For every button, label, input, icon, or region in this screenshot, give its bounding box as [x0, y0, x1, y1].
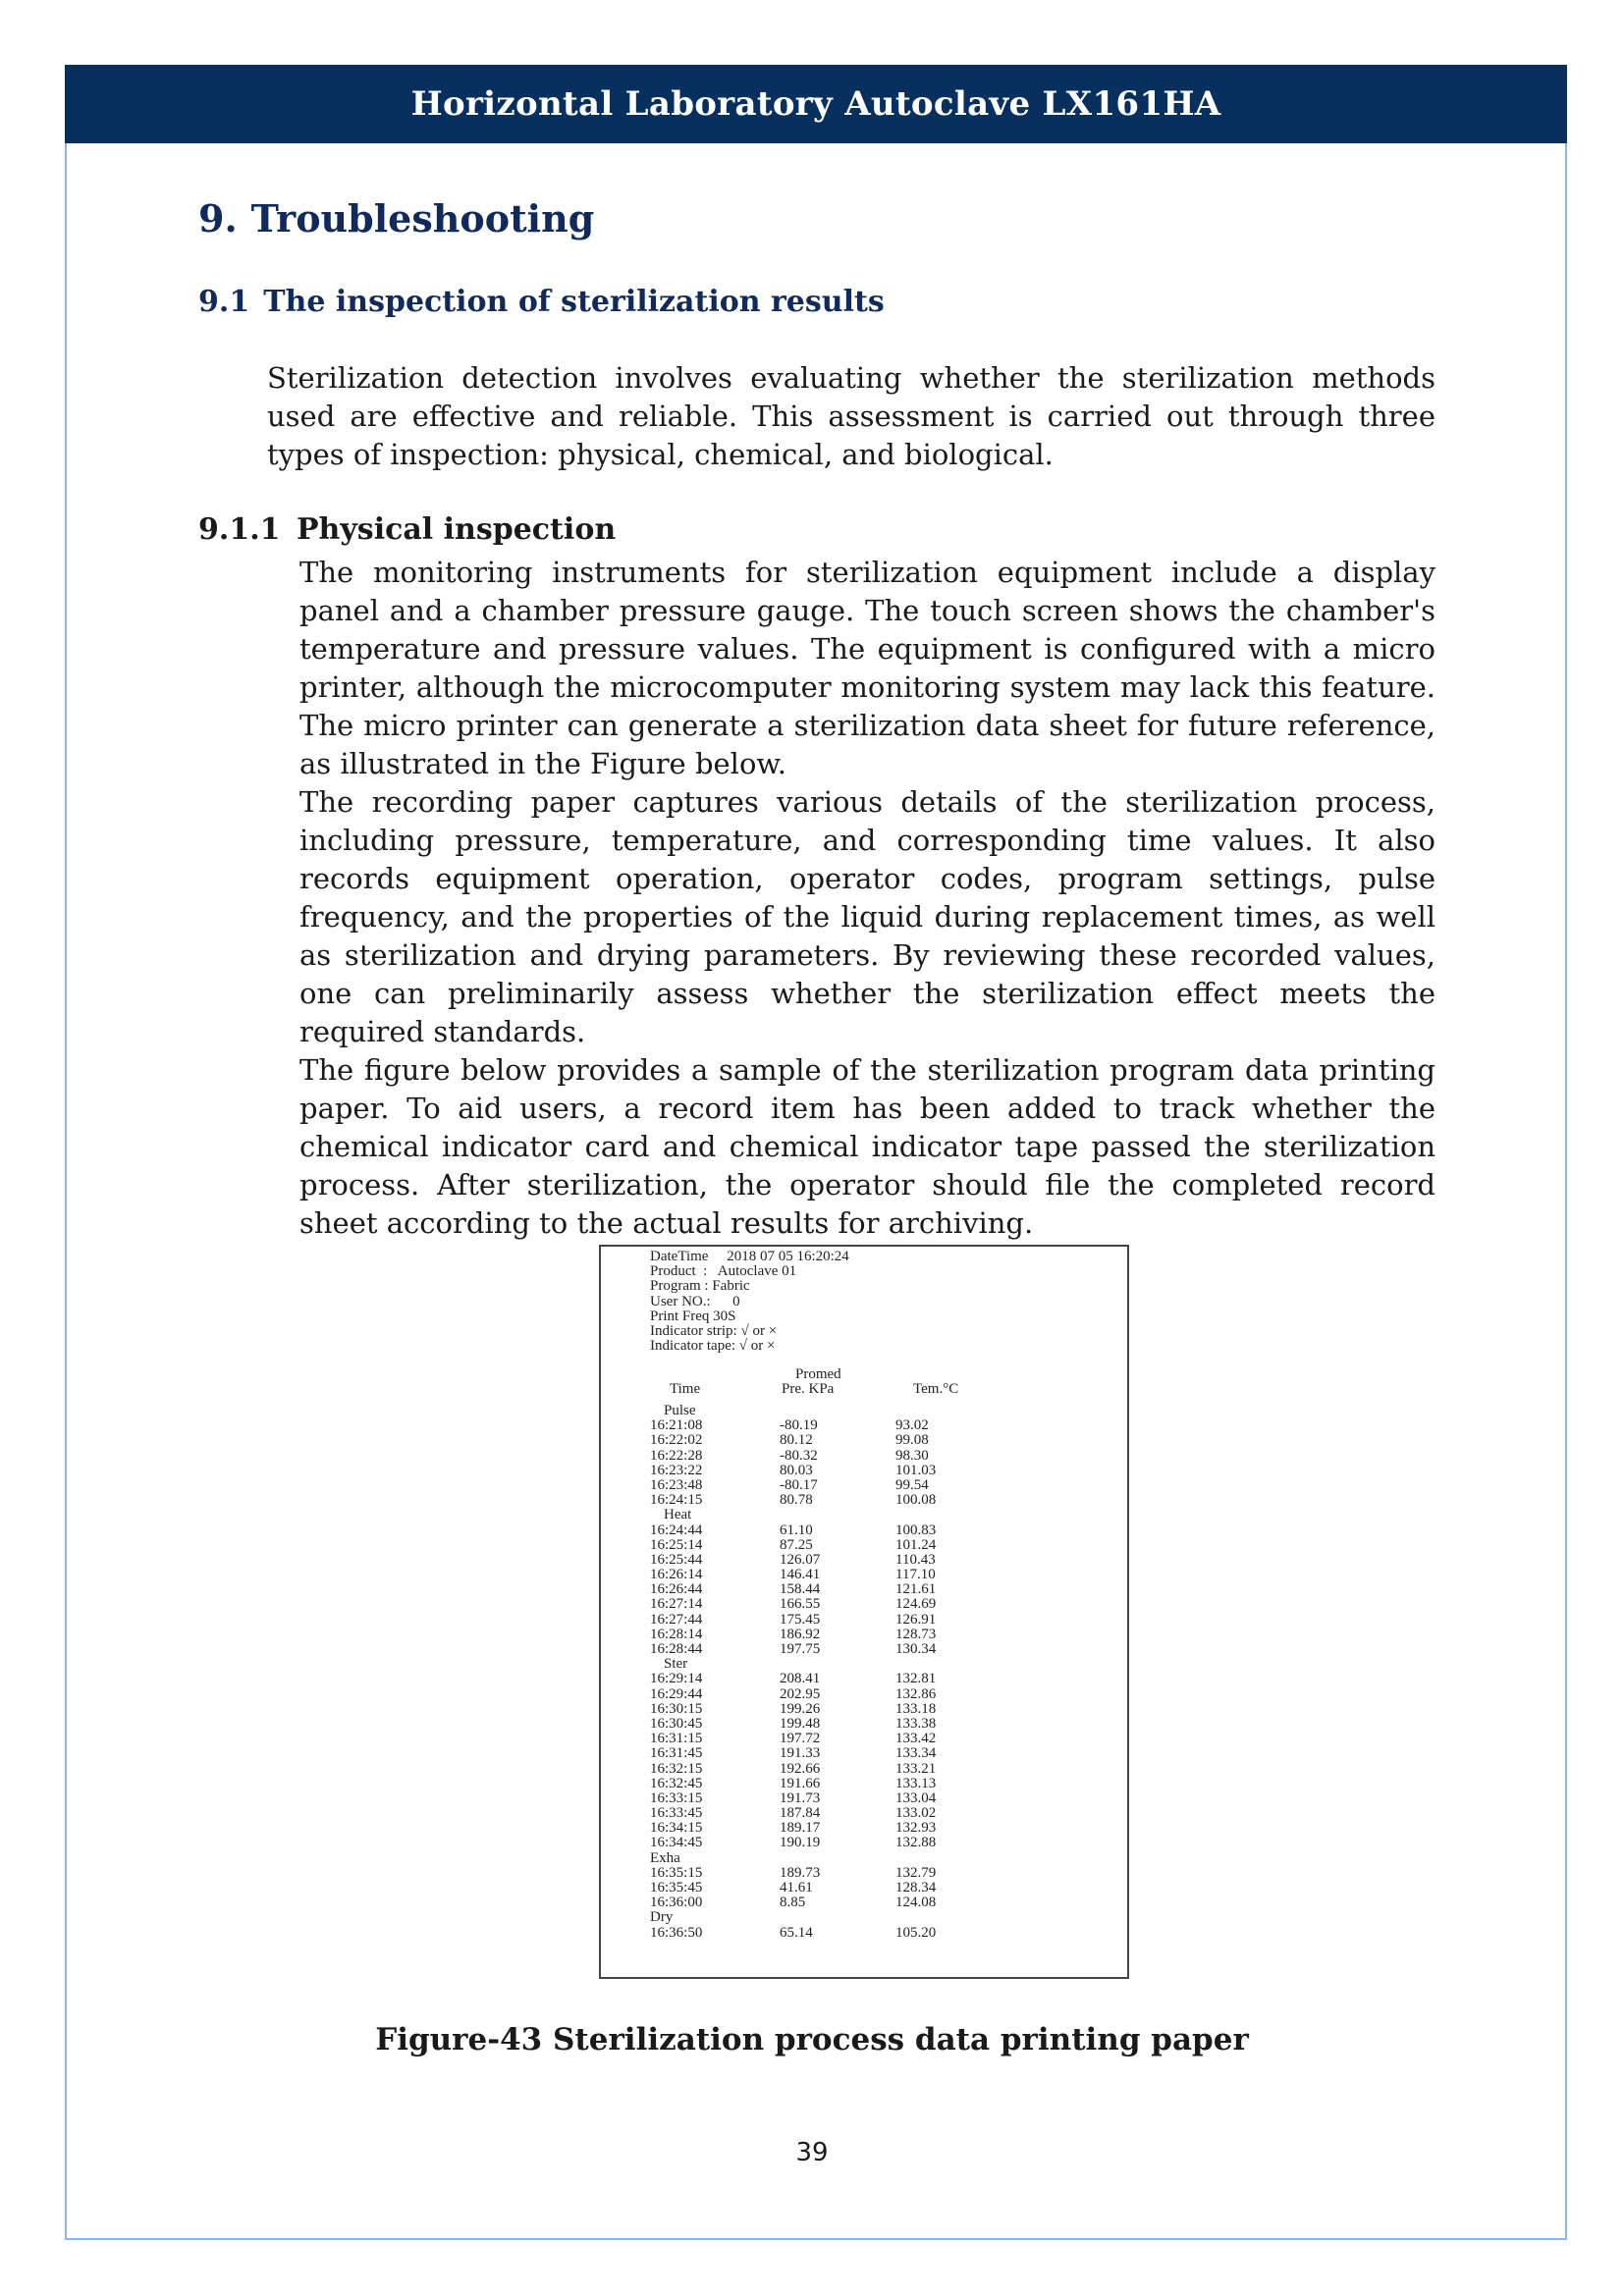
- printout-pressure-cell: 189.17: [780, 1820, 821, 1837]
- document-header: [65, 65, 1567, 143]
- printout-row: [650, 1478, 1082, 1493]
- printout-time-cell: 16:23:48: [650, 1476, 703, 1493]
- printout-row: [650, 1672, 1082, 1686]
- section-heading: [198, 196, 594, 240]
- printout-time-cell: 16:25:14: [650, 1536, 703, 1553]
- printout-pressure-cell: 192.66: [780, 1760, 821, 1777]
- printout-row: [650, 1702, 1082, 1717]
- printout-pressure-cell: 191.33: [780, 1745, 821, 1762]
- printout-pressure-cell: 199.48: [780, 1715, 821, 1732]
- printout-pressure-cell: 158.44: [780, 1581, 821, 1598]
- printout-temperature-cell: 133.13: [895, 1775, 937, 1791]
- printout-pressure-cell: 41.61: [780, 1880, 813, 1896]
- printout-meta-line: Indicator tape: √ or ×: [650, 1338, 776, 1355]
- printout-row: [650, 1613, 1082, 1628]
- printout-row: [650, 1642, 1082, 1657]
- printout-pressure-cell: 80.78: [780, 1492, 813, 1509]
- printout-time-cell: 16:30:15: [650, 1700, 703, 1717]
- header-title: Horizontal Laboratory Autoclave LX161HA: [410, 84, 1221, 124]
- printout-time-cell: 16:26:44: [650, 1581, 703, 1598]
- printout-time-cell: 16:24:44: [650, 1522, 703, 1538]
- printout-pressure-cell: 8.85: [780, 1895, 806, 1911]
- printout-temperature-cell: 110.43: [895, 1551, 936, 1568]
- printout-head-tem: Tem.°C: [913, 1381, 959, 1397]
- printout-temperature-cell: 132.86: [895, 1685, 937, 1702]
- printout-time-cell: 16:33:15: [650, 1789, 703, 1806]
- printout-row: [650, 1523, 1082, 1538]
- printout-row: [650, 1896, 1082, 1910]
- printout-pressure-cell: 199.26: [780, 1700, 821, 1717]
- printout-time-cell: 16:28:44: [650, 1641, 703, 1657]
- body-paragraph: The figure below provides a sample of the sterilization program data printing paper. To aid users, a record item has been added to track whether the chemical indicator card and chemical indicator tape passed the sterilization process. After sterilization, the operator should file the completed record sheet according to the actual results for archiving.: [299, 1053, 1435, 1240]
- printout-row: [650, 1777, 1082, 1791]
- printout-pressure-cell: -80.19: [780, 1417, 818, 1434]
- printout-meta-line: Product : Autoclave 01: [650, 1263, 797, 1280]
- printout-pressure-cell: 80.03: [780, 1462, 813, 1478]
- printout-time-cell: 16:21:08: [650, 1417, 703, 1434]
- printout-pressure-cell: 80.12: [780, 1432, 813, 1449]
- printout-row: [650, 1926, 1082, 1941]
- printout-pressure-cell: 87.25: [780, 1536, 813, 1553]
- printout-time-cell: 16:36:50: [650, 1924, 703, 1941]
- printout-temperature-cell: 99.08: [895, 1432, 929, 1449]
- printout-temperature-cell: 133.04: [895, 1789, 937, 1806]
- printout-temperature-cell: 133.34: [895, 1745, 937, 1762]
- printout-row: [650, 1717, 1082, 1732]
- body-paragraph: The monitoring instruments for sterilization equipment include a display panel and a chamber pressure gauge. The touch screen shows the chamber's temperature and pressure values. The equipment is configured with a micro printer, although the microcomputer monitoring system may lack this feature. The micro printer can generate a sterilization data sheet for future reference, as illustrated in the Figure below.: [299, 556, 1435, 780]
- printout-table: [650, 1404, 1082, 1941]
- printout-temperature-cell: 128.34: [895, 1880, 937, 1896]
- printout-time-cell: 16:27:14: [650, 1596, 703, 1613]
- printout-temperature-cell: 93.02: [895, 1417, 929, 1434]
- printout-phase-label: Dry: [650, 1909, 674, 1926]
- printout-time-cell: 16:25:44: [650, 1551, 703, 1568]
- printout-row: [650, 1493, 1082, 1508]
- printout-pressure-cell: 191.73: [780, 1789, 821, 1806]
- printout-meta-line: Program : Fabric: [650, 1278, 750, 1295]
- printout-row: [650, 1568, 1082, 1582]
- printout-pressure-cell: 191.66: [780, 1775, 821, 1791]
- printout-pressure-cell: 186.92: [780, 1626, 821, 1642]
- printout-meta-line: Print Freq 30S: [650, 1308, 736, 1324]
- printout-temperature-cell: 101.24: [895, 1536, 937, 1553]
- printout-time-cell: 16:34:45: [650, 1835, 703, 1851]
- printout-figure: [599, 1245, 1129, 1979]
- printout-temperature-cell: 99.54: [895, 1476, 929, 1493]
- subsubsection-heading: [198, 512, 616, 547]
- printout-pressure-cell: 208.41: [780, 1671, 821, 1687]
- printout-phase-label: Ster: [664, 1656, 688, 1673]
- printout-row: [650, 1582, 1082, 1597]
- printout-time-cell: 16:31:45: [650, 1745, 703, 1762]
- printout-meta: [650, 1250, 849, 1354]
- printout-time-cell: 16:35:45: [650, 1880, 703, 1896]
- printout-pressure-cell: 126.07: [780, 1551, 821, 1568]
- printout-temperature-cell: 100.83: [895, 1522, 937, 1538]
- printout-temperature-cell: 124.08: [895, 1895, 937, 1911]
- printout-row: [650, 1553, 1082, 1568]
- printout-row: [650, 1538, 1082, 1553]
- printout-time-cell: 16:24:15: [650, 1492, 703, 1509]
- printout-temperature-cell: 101.03: [895, 1462, 937, 1478]
- printout-time-cell: 16:33:45: [650, 1805, 703, 1822]
- printout-pressure-cell: 146.41: [780, 1567, 821, 1583]
- printout-meta-line: Indicator strip: √ or ×: [650, 1323, 778, 1340]
- printout-time-cell: 16:23:22: [650, 1462, 703, 1478]
- printout-phase-label: Exha: [650, 1849, 680, 1866]
- printout-pressure-cell: 190.19: [780, 1835, 821, 1851]
- printout-head-pre: Pre. KPa: [782, 1381, 835, 1397]
- printout-temperature-cell: 133.18: [895, 1700, 937, 1717]
- subsection-number: 9.1: [198, 285, 250, 319]
- printout-temperature-cell: 124.69: [895, 1596, 937, 1613]
- printout-row: [650, 1806, 1082, 1821]
- printout-row: [650, 1628, 1082, 1642]
- printout-pressure-cell: -80.32: [780, 1447, 818, 1464]
- printout-pressure-cell: 166.55: [780, 1596, 821, 1613]
- printout-time-cell: 16:32:15: [650, 1760, 703, 1777]
- printout-row: [650, 1762, 1082, 1777]
- printout-temperature-cell: 132.93: [895, 1820, 937, 1837]
- printout-head-promed: Promed: [795, 1366, 841, 1382]
- printout-temperature-cell: 105.20: [895, 1924, 937, 1941]
- printout-row: [650, 1418, 1082, 1433]
- printout-row: [650, 1746, 1082, 1761]
- printout-row: [650, 1881, 1082, 1896]
- printout-time-cell: 16:32:45: [650, 1775, 703, 1791]
- printout-temperature-cell: 130.34: [895, 1641, 937, 1657]
- intro-paragraph: Sterilization detection involves evaluating whether the sterilization methods used are effective and reliable. This assessment is carried out through three types of inspection: physical, chemical, and biological.: [267, 361, 1435, 471]
- section-number: 9.: [198, 196, 238, 240]
- printout-time-cell: 16:26:14: [650, 1567, 703, 1583]
- printout-pressure-cell: 202.95: [780, 1685, 821, 1702]
- printout-pressure-cell: 189.73: [780, 1864, 821, 1881]
- printout-temperature-cell: 98.30: [895, 1447, 929, 1464]
- printout-time-cell: 16:29:14: [650, 1671, 703, 1687]
- printout-pressure-cell: 61.10: [780, 1522, 813, 1538]
- printout-temperature-cell: 133.38: [895, 1715, 937, 1732]
- section-title: Troubleshooting: [250, 196, 595, 240]
- printout-time-cell: 16:28:14: [650, 1626, 703, 1642]
- printout-temperature-cell: 100.08: [895, 1492, 937, 1509]
- printout-temperature-cell: 117.10: [895, 1567, 936, 1583]
- printout-head-time: Time: [670, 1381, 701, 1397]
- figure-caption: Figure-43 Sterilization process data printing paper: [375, 2022, 1249, 2057]
- printout-row: [650, 1449, 1082, 1464]
- printout-row: [650, 1866, 1082, 1881]
- printout-temperature-cell: 133.21: [895, 1760, 937, 1777]
- printout-temperature-cell: 133.42: [895, 1731, 937, 1747]
- printout-time-cell: 16:22:28: [650, 1447, 703, 1464]
- printout-temperature-cell: 132.81: [895, 1671, 937, 1687]
- printout-time-cell: 16:31:15: [650, 1731, 703, 1747]
- printout-meta-line: User NO.: 0: [650, 1293, 740, 1309]
- printout-row: [650, 1791, 1082, 1806]
- printout-pressure-cell: 197.75: [780, 1641, 821, 1657]
- subsubsection-number: 9.1.1: [198, 512, 281, 547]
- printout-time-cell: 16:36:00: [650, 1895, 703, 1911]
- page-number: 39: [795, 2138, 829, 2167]
- printout-temperature-cell: 128.73: [895, 1626, 937, 1642]
- printout-time-cell: 16:30:45: [650, 1715, 703, 1732]
- printout-row: [650, 1821, 1082, 1836]
- printout-time-cell: 16:34:15: [650, 1820, 703, 1837]
- printout-time-cell: 16:35:15: [650, 1864, 703, 1881]
- body-paragraph: The recording paper captures various details of the sterilization process, including pressure, temperature, and corresponding time values. It also records equipment operation, operator codes, program settings, pulse frequency, and the properties of the liquid during replacement times, as well as sterilization and drying parameters. By reviewing these recorded values, one can preliminarily assess whether the sterilization effect meets the required standards.: [299, 785, 1435, 1048]
- subsection-heading: [198, 285, 885, 319]
- printout-temperature-cell: 133.02: [895, 1805, 937, 1822]
- printout-time-cell: 16:27:44: [650, 1611, 703, 1628]
- printout-row: [650, 1597, 1082, 1612]
- printout-pressure-cell: 65.14: [780, 1924, 813, 1941]
- printout-phase-label: Pulse: [664, 1403, 696, 1418]
- printout-pressure-cell: 175.45: [780, 1611, 821, 1628]
- printout-meta-line: DateTime 2018 07 05 16:20:24: [650, 1249, 849, 1264]
- printout-row: [650, 1687, 1082, 1702]
- printout-temperature-cell: 126.91: [895, 1611, 937, 1628]
- printout-temperature-cell: 132.88: [895, 1835, 937, 1851]
- physical-inspection-body: [299, 554, 1435, 1243]
- printout-time-cell: 16:29:44: [650, 1685, 703, 1702]
- printout-time-cell: 16:22:02: [650, 1432, 703, 1449]
- subsubsection-title: Physical inspection: [297, 512, 617, 547]
- printout-temperature-cell: 121.61: [895, 1581, 937, 1598]
- printout-row: [650, 1433, 1082, 1448]
- printout-row: [650, 1732, 1082, 1746]
- printout-temperature-cell: 132.79: [895, 1864, 937, 1881]
- printout-pressure-cell: -80.17: [780, 1476, 818, 1493]
- printout-row: [650, 1836, 1082, 1850]
- printout-row: [650, 1464, 1082, 1478]
- printout-phase-label: Heat: [664, 1507, 692, 1523]
- printout-pressure-cell: 187.84: [780, 1805, 821, 1822]
- printout-pressure-cell: 197.72: [780, 1731, 821, 1747]
- subsection-title: The inspection of sterilization results: [263, 285, 885, 319]
